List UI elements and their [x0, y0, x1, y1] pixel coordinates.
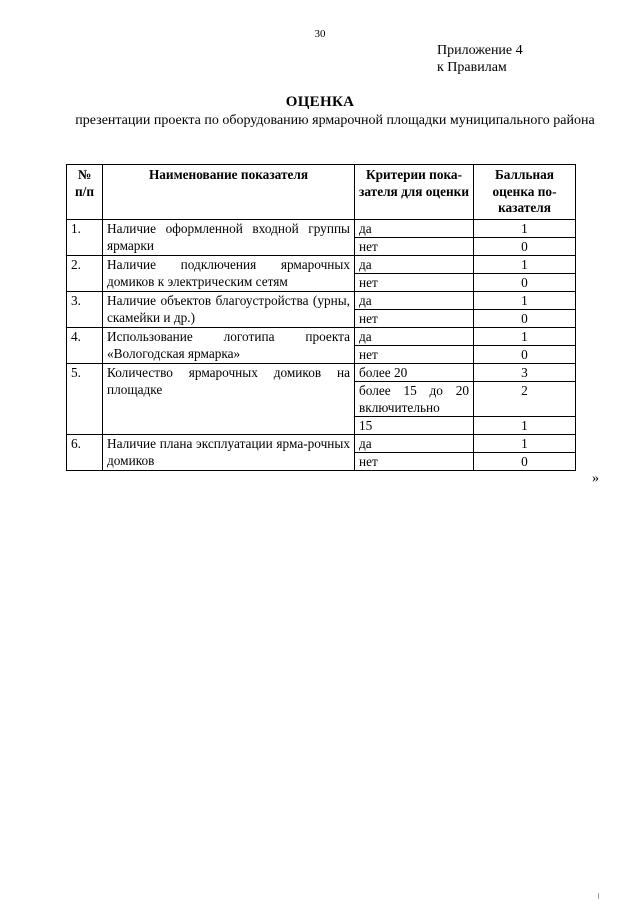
- row-number: 5.: [67, 364, 103, 435]
- score: 1: [474, 220, 576, 238]
- page-number: 30: [314, 28, 326, 40]
- score: 0: [474, 346, 576, 364]
- indicator-name: Количество ярмарочных домиков на площадке: [103, 364, 355, 435]
- document-title: ОЦЕНКА: [285, 94, 355, 110]
- appendix-line-1: Приложение 4: [437, 43, 523, 58]
- criterion: 15: [355, 417, 474, 435]
- score: 1: [474, 417, 576, 435]
- table-header-row: [67, 165, 576, 220]
- criterion: нет: [355, 346, 474, 364]
- table-row: [67, 435, 576, 453]
- header-indicator-name: Наименование показателя: [103, 165, 355, 220]
- header-score: Балльная оценка по-казателя: [474, 165, 576, 220]
- criterion: нет: [355, 453, 474, 471]
- header-criteria: Критерии пока-зателя для оценки: [355, 165, 474, 220]
- closing-quote: »: [592, 471, 599, 486]
- criterion: нет: [355, 310, 474, 328]
- score: 0: [474, 238, 576, 256]
- indicator-name: Наличие плана эксплуатации ярма-рочных домиков: [103, 435, 355, 471]
- criterion: да: [355, 328, 474, 346]
- score: 3: [474, 364, 576, 382]
- evaluation-table: [66, 164, 576, 471]
- score: 1: [474, 292, 576, 310]
- scan-edge-mark: [598, 893, 599, 899]
- score: 0: [474, 310, 576, 328]
- header-number: № п/п: [67, 165, 103, 220]
- table-row: [67, 364, 576, 382]
- score: 0: [474, 453, 576, 471]
- appendix-line-2: к Правилам: [437, 60, 507, 75]
- indicator-name: Наличие объектов благоустройства (урны, скамейки и др.): [103, 292, 355, 328]
- table-row: [67, 256, 576, 274]
- criterion: нет: [355, 238, 474, 256]
- criterion: да: [355, 292, 474, 310]
- criterion: нет: [355, 274, 474, 292]
- criterion: более 15 до 20 включительно: [355, 382, 474, 417]
- row-number: 3.: [67, 292, 103, 328]
- score: 1: [474, 328, 576, 346]
- table-row: [67, 328, 576, 346]
- criterion: более 20: [355, 364, 474, 382]
- criterion: да: [355, 435, 474, 453]
- appendix-reference: [437, 42, 523, 76]
- indicator-name: Наличие подключения ярмарочных домиков к электрическим сетям: [103, 256, 355, 292]
- row-number: 4.: [67, 328, 103, 364]
- score: 1: [474, 435, 576, 453]
- score: 2: [474, 382, 576, 417]
- row-number: 6.: [67, 435, 103, 471]
- row-number: 1.: [67, 220, 103, 256]
- score: 1: [474, 256, 576, 274]
- indicator-name: Использование логотипа проекта «Вологодская ярмарка»: [103, 328, 355, 364]
- indicator-name: Наличие оформленной входной группы ярмарки: [103, 220, 355, 256]
- document-subtitle: презентации проекта по оборудованию ярмарочной площадки муниципального района: [75, 113, 595, 128]
- table-row: [67, 220, 576, 238]
- score: 0: [474, 274, 576, 292]
- criterion: да: [355, 220, 474, 238]
- table-row: [67, 292, 576, 310]
- criterion: да: [355, 256, 474, 274]
- row-number: 2.: [67, 256, 103, 292]
